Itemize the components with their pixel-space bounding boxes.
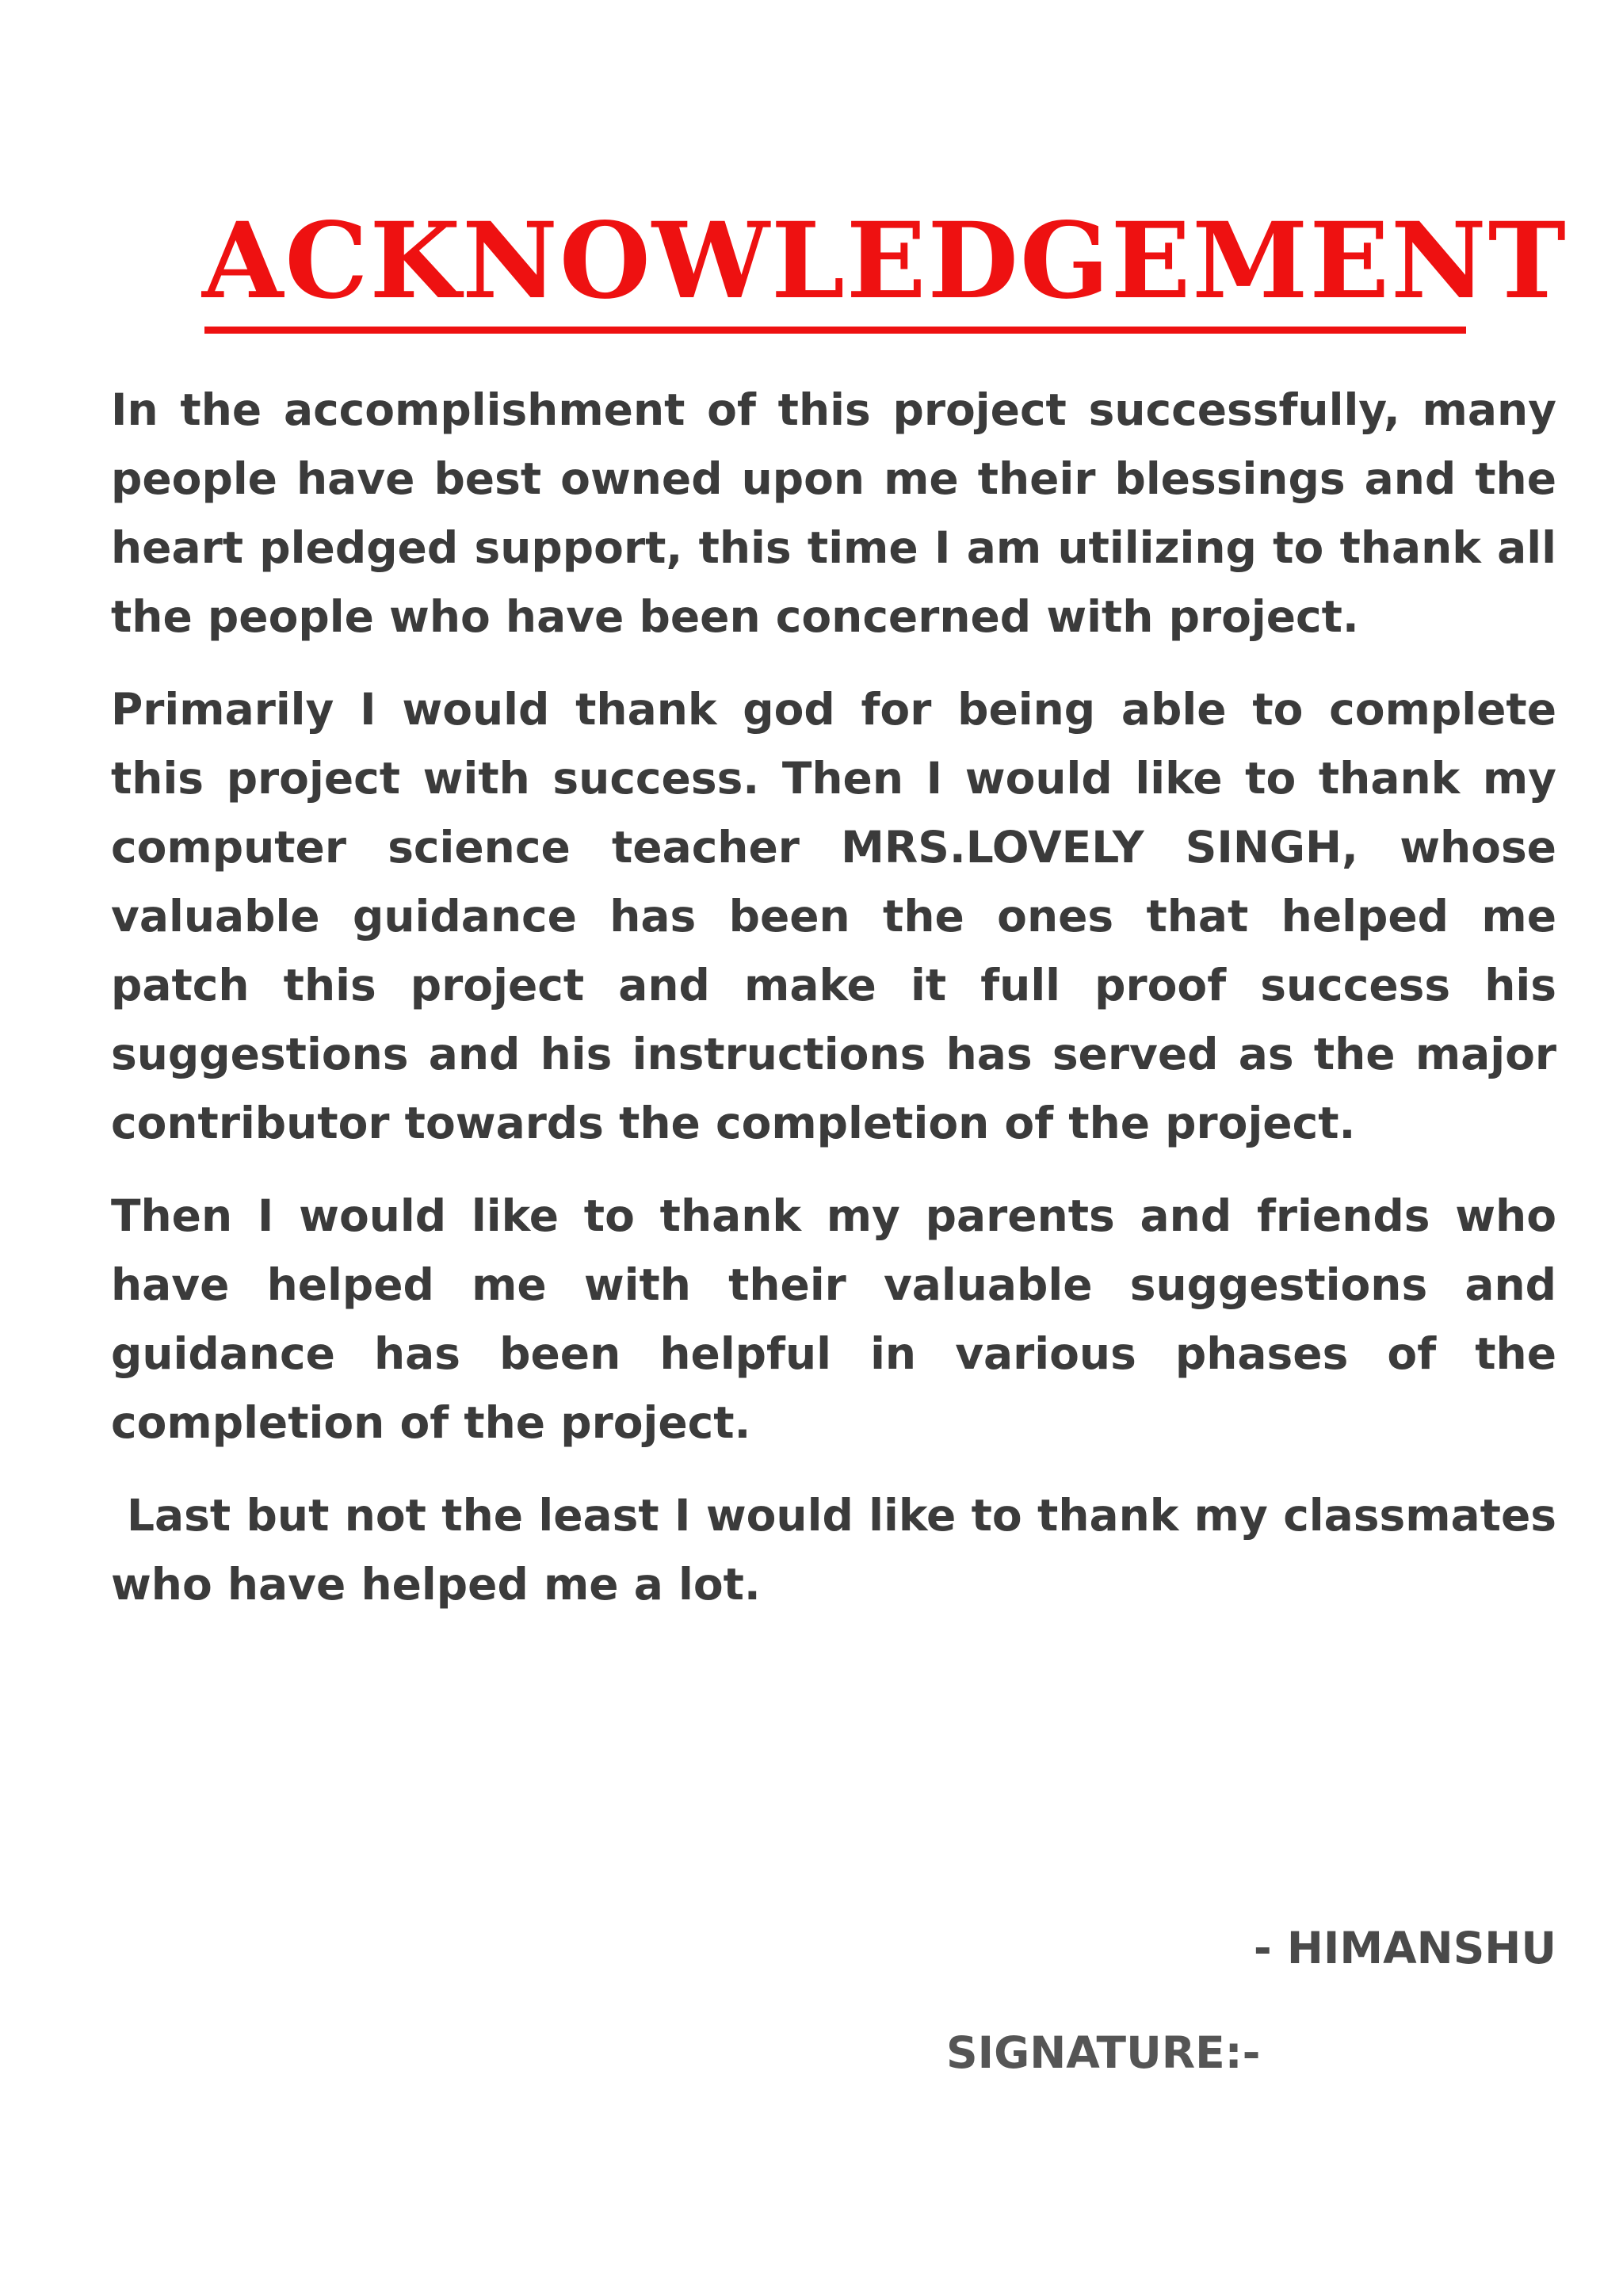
acknowledgement-body [111,376,1556,1643]
paragraph-4: Last but not the least I would like to thank my classmates who have helped me a lot. [111,1490,1556,1610]
paragraph-1: In the accomplishment of this project successfully, many people have best owned upon me their blessings and the heart pledged support, this time I am utilizing to thank all the people who have been concerned with project. [111,384,1556,642]
title-underline [204,327,1466,334]
paragraph-2: Primarily I would thank god for being able to complete this project with success. Then I would like to thank my computer science teacher MRS.LOVELY SINGH, whose valuable guidance has been the ones that helped me patch this project and make it full proof success his suggestions and his instructions has served as the major contributor towards the completion of the project. [111,684,1556,1148]
paragraph-3: Then I would like to thank my parents and friends who have helped me with their valuable suggestions and guidance has been helpful in various phases of the completion of the project. [111,1190,1556,1448]
signature-label: SIGNATURE:- [946,2027,1261,2078]
page-title: ACKNOWLEDGEMENT [202,200,1568,323]
author-name: - HIMANSHU [1253,1923,1556,1973]
